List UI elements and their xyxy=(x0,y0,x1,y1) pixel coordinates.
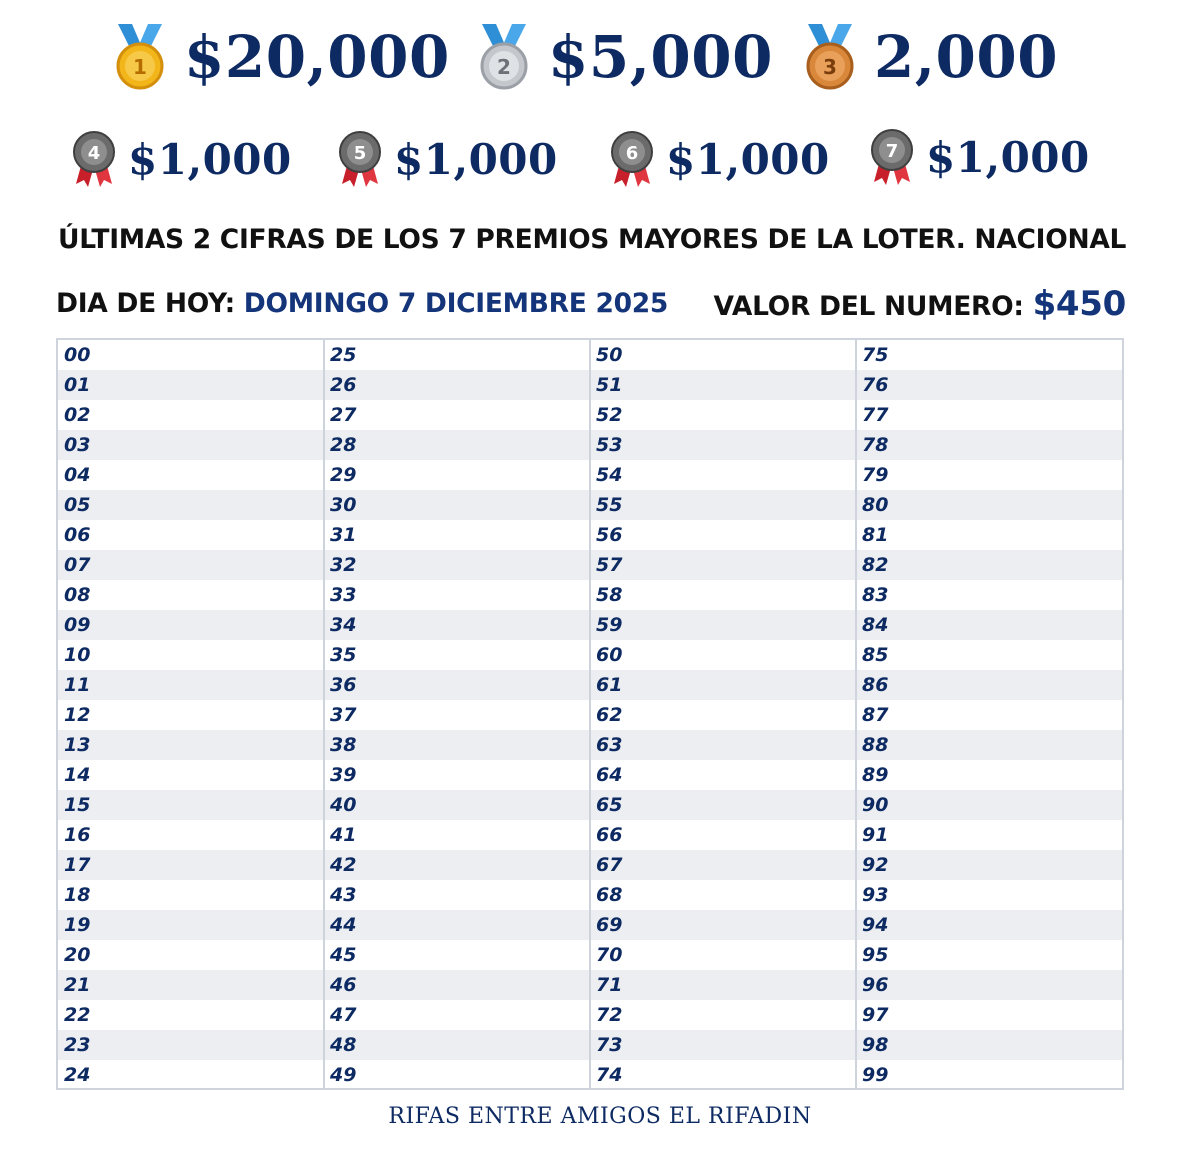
number-cell[interactable]: 06 xyxy=(64,524,91,546)
svg-text:2: 2 xyxy=(497,55,511,79)
number-cell[interactable]: 26 xyxy=(330,374,357,396)
number-cell[interactable]: 89 xyxy=(862,764,889,786)
number-cell[interactable]: 97 xyxy=(862,1004,889,1026)
number-cell[interactable]: 28 xyxy=(330,434,357,456)
number-cell[interactable]: 34 xyxy=(330,614,357,636)
date-value: DOMINGO 7 DICIEMBRE 2025 xyxy=(243,288,669,319)
number-cell[interactable]: 90 xyxy=(862,794,889,816)
number-cell[interactable]: 79 xyxy=(862,464,889,486)
number-cell[interactable]: 02 xyxy=(64,404,91,426)
number-cell[interactable]: 23 xyxy=(64,1034,91,1056)
number-cell[interactable]: 92 xyxy=(862,854,889,876)
prize-amount: 2,000 xyxy=(874,23,1059,91)
number-cell[interactable]: 12 xyxy=(64,704,91,726)
number-cell[interactable]: 31 xyxy=(330,524,357,546)
number-cell[interactable]: 13 xyxy=(64,734,91,756)
number-cell[interactable]: 65 xyxy=(596,794,623,816)
number-cell[interactable]: 57 xyxy=(596,554,623,576)
prize-3 xyxy=(800,22,1058,92)
number-cell[interactable]: 86 xyxy=(862,674,889,696)
number-cell[interactable]: 49 xyxy=(330,1064,357,1086)
number-cell[interactable]: 03 xyxy=(64,434,91,456)
rosette-medal-icon xyxy=(610,130,654,188)
number-cell[interactable]: 84 xyxy=(862,614,889,636)
rosette-medal-icon xyxy=(72,130,116,188)
column-divider xyxy=(323,340,325,1088)
number-cell[interactable]: 38 xyxy=(330,734,357,756)
number-cell[interactable]: 87 xyxy=(862,704,889,726)
number-cell[interactable]: 91 xyxy=(862,824,889,846)
number-cell[interactable]: 68 xyxy=(596,884,623,906)
number-cell[interactable]: 42 xyxy=(330,854,357,876)
price-value: $450 xyxy=(1032,284,1126,324)
number-cell[interactable]: 00 xyxy=(64,344,91,366)
number-cell[interactable]: 76 xyxy=(862,374,889,396)
svg-text:1: 1 xyxy=(133,55,147,79)
column-divider xyxy=(589,340,591,1088)
rosette-medal-icon xyxy=(870,128,914,186)
number-cell[interactable]: 45 xyxy=(330,944,357,966)
date-label: DIA DE HOY: xyxy=(56,288,244,319)
price-block xyxy=(714,284,1127,324)
number-cell[interactable]: 19 xyxy=(64,914,91,936)
number-cell[interactable]: 78 xyxy=(862,434,889,456)
number-cell[interactable]: 58 xyxy=(596,584,623,606)
prize-1 xyxy=(110,22,450,92)
number-cell[interactable]: 08 xyxy=(64,584,91,606)
prize-amount: $20,000 xyxy=(184,23,450,91)
number-cell[interactable]: 70 xyxy=(596,944,623,966)
number-cell[interactable]: 69 xyxy=(596,914,623,936)
number-cell[interactable]: 53 xyxy=(596,434,623,456)
number-cell[interactable]: 39 xyxy=(330,764,357,786)
number-cell[interactable]: 99 xyxy=(862,1064,889,1086)
svg-text:5: 5 xyxy=(353,143,367,164)
number-cell[interactable]: 33 xyxy=(330,584,357,606)
number-cell[interactable]: 40 xyxy=(330,794,357,816)
number-cell[interactable]: 22 xyxy=(64,1004,91,1026)
number-cell[interactable]: 18 xyxy=(64,884,91,906)
number-cell[interactable]: 07 xyxy=(64,554,91,576)
number-cell[interactable]: 73 xyxy=(596,1034,623,1056)
number-cell[interactable]: 61 xyxy=(596,674,623,696)
number-cell[interactable]: 25 xyxy=(330,344,357,366)
number-grid xyxy=(56,338,1124,1090)
number-cell[interactable]: 05 xyxy=(64,494,91,516)
number-cell[interactable]: 41 xyxy=(330,824,357,846)
number-cell[interactable]: 24 xyxy=(64,1064,91,1086)
number-cell[interactable]: 98 xyxy=(862,1034,889,1056)
svg-text:4: 4 xyxy=(87,143,101,164)
number-cell[interactable]: 88 xyxy=(862,734,889,756)
number-cell[interactable]: 10 xyxy=(64,644,91,666)
number-cell[interactable]: 47 xyxy=(330,1004,357,1026)
prize-amount: $1,000 xyxy=(666,134,830,184)
number-cell[interactable]: 29 xyxy=(330,464,357,486)
number-cell[interactable]: 43 xyxy=(330,884,357,906)
number-cell[interactable]: 96 xyxy=(862,974,889,996)
info-line xyxy=(56,284,1126,324)
price-label: VALOR DEL NUMERO: xyxy=(713,291,1033,322)
number-cell[interactable]: 27 xyxy=(330,404,357,426)
number-cell[interactable]: 32 xyxy=(330,554,357,576)
number-cell[interactable]: 75 xyxy=(862,344,889,366)
number-cell[interactable]: 72 xyxy=(596,1004,623,1026)
prize-2 xyxy=(474,22,773,92)
number-cell[interactable]: 85 xyxy=(862,644,889,666)
number-cell[interactable]: 01 xyxy=(64,374,91,396)
number-cell[interactable]: 35 xyxy=(330,644,357,666)
prize-6 xyxy=(610,130,830,188)
number-cell[interactable]: 36 xyxy=(330,674,357,696)
number-cell[interactable]: 15 xyxy=(64,794,91,816)
number-cell[interactable]: 55 xyxy=(596,494,623,516)
number-cell[interactable]: 11 xyxy=(64,674,91,696)
column-divider xyxy=(855,340,857,1088)
number-cell[interactable]: 04 xyxy=(64,464,91,486)
headline: ÚLTIMAS 2 CIFRAS DE LOS 7 PREMIOS MAYORES DE LA LOTER. NACIONAL xyxy=(58,224,1127,255)
number-cell[interactable]: 93 xyxy=(862,884,889,906)
prize-amount: $5,000 xyxy=(548,23,773,91)
number-cell[interactable]: 54 xyxy=(596,464,623,486)
number-cell[interactable]: 17 xyxy=(64,854,91,876)
number-cell[interactable]: 77 xyxy=(862,404,889,426)
rosette-medal-icon xyxy=(338,130,382,188)
number-cell[interactable]: 64 xyxy=(596,764,623,786)
number-cell[interactable]: 63 xyxy=(596,734,623,756)
number-cell[interactable]: 83 xyxy=(862,584,889,606)
number-cell[interactable]: 56 xyxy=(596,524,623,546)
svg-text:6: 6 xyxy=(625,143,639,164)
prize-amount: $1,000 xyxy=(926,132,1090,182)
number-cell[interactable]: 60 xyxy=(596,644,623,666)
number-cell[interactable]: 94 xyxy=(862,914,889,936)
number-cell[interactable]: 82 xyxy=(862,554,889,576)
number-cell[interactable]: 50 xyxy=(596,344,623,366)
prize-4 xyxy=(72,130,292,188)
number-cell[interactable]: 67 xyxy=(596,854,623,876)
date-block xyxy=(56,288,668,319)
svg-text:7: 7 xyxy=(885,141,899,162)
number-cell[interactable]: 09 xyxy=(64,614,91,636)
prize-7 xyxy=(870,128,1090,186)
number-cell[interactable]: 66 xyxy=(596,824,623,846)
number-cell[interactable]: 46 xyxy=(330,974,357,996)
number-cell[interactable]: 52 xyxy=(596,404,623,426)
bronze-medal-icon xyxy=(800,22,860,92)
number-cell[interactable]: 20 xyxy=(64,944,91,966)
number-cell[interactable]: 95 xyxy=(862,944,889,966)
number-cell[interactable]: 62 xyxy=(596,704,623,726)
number-cell[interactable]: 14 xyxy=(64,764,91,786)
number-cell[interactable]: 44 xyxy=(330,914,357,936)
prize-amount: $1,000 xyxy=(128,134,292,184)
number-cell[interactable]: 51 xyxy=(596,374,623,396)
prize-amount: $1,000 xyxy=(394,134,558,184)
number-cell[interactable]: 80 xyxy=(862,494,889,516)
number-cell[interactable]: 48 xyxy=(330,1034,357,1056)
number-cell[interactable]: 81 xyxy=(862,524,889,546)
number-cell[interactable]: 30 xyxy=(330,494,357,516)
gold-medal-icon xyxy=(110,22,170,92)
number-cell[interactable]: 21 xyxy=(64,974,91,996)
number-cell[interactable]: 74 xyxy=(596,1064,623,1086)
number-cell[interactable]: 71 xyxy=(596,974,623,996)
svg-text:3: 3 xyxy=(823,55,837,79)
number-cell[interactable]: 37 xyxy=(330,704,357,726)
prize-5 xyxy=(338,130,558,188)
footer-brand: RIFAS ENTRE AMIGOS EL RIFADIN xyxy=(388,1104,812,1129)
silver-medal-icon xyxy=(474,22,534,92)
number-cell[interactable]: 59 xyxy=(596,614,623,636)
number-cell[interactable]: 16 xyxy=(64,824,91,846)
